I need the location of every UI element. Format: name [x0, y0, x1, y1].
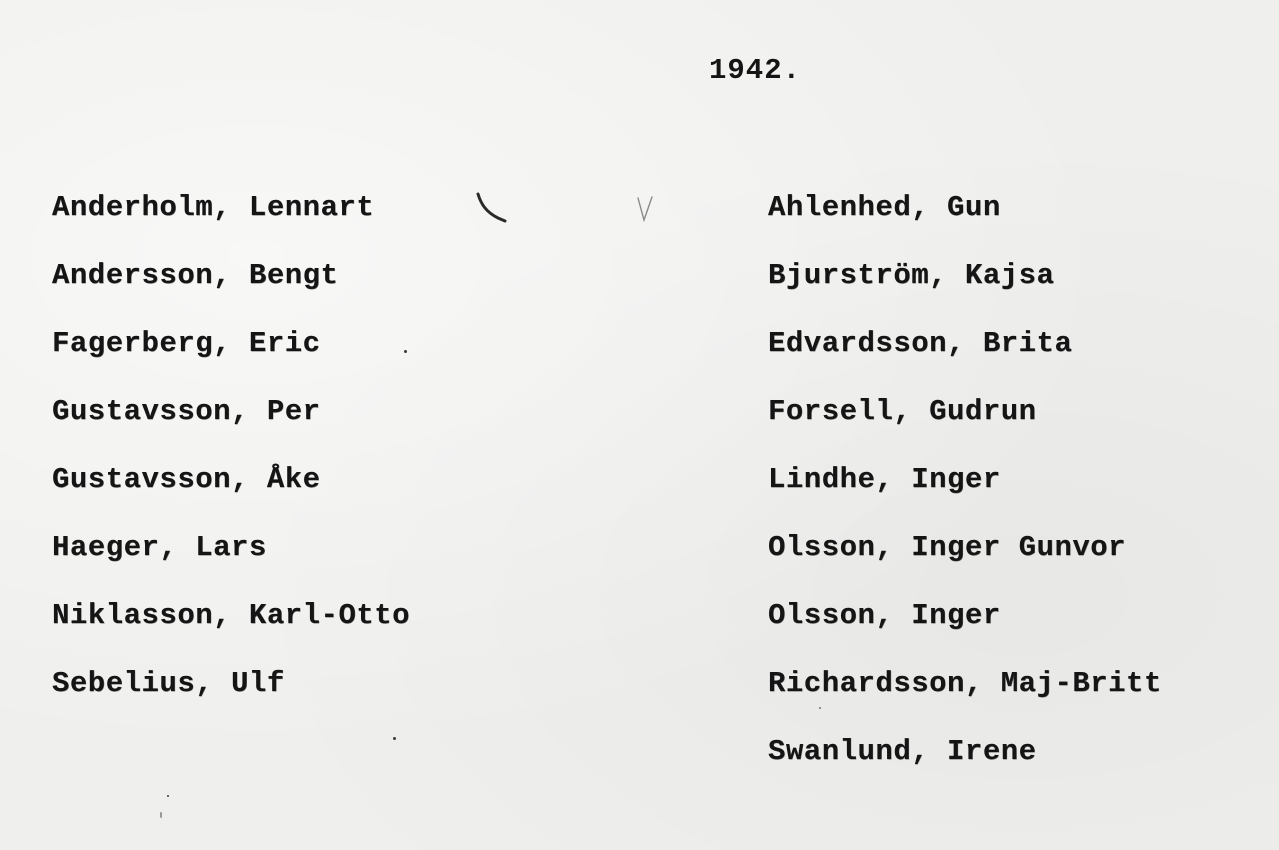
list-item: Olsson, Inger	[768, 599, 1001, 632]
paper-speck	[167, 795, 169, 797]
right-name-list	[768, 188, 1162, 800]
list-item: Anderholm, Lennart	[52, 191, 375, 224]
list-item: Bjurström, Kajsa	[768, 259, 1055, 292]
list-item: Andersson, Bengt	[52, 259, 339, 292]
list-item: Fagerberg, Eric	[52, 327, 321, 360]
list-item: Sebelius, Ulf	[52, 667, 285, 700]
paper-speck	[393, 737, 396, 740]
paper-speck	[819, 707, 821, 709]
pen-stroke-mark	[472, 190, 512, 230]
list-item: Haeger, Lars	[52, 531, 267, 564]
list-item: Richardsson, Maj-Britt	[768, 667, 1162, 700]
check-mark	[634, 194, 658, 226]
list-item: Gustavsson, Per	[52, 395, 321, 428]
list-item: Swanlund, Irene	[768, 735, 1037, 768]
list-item: Lindhe, Inger	[768, 463, 1001, 496]
list-item: Gustavsson, Åke	[52, 463, 321, 496]
list-item: Olsson, Inger Gunvor	[768, 531, 1127, 564]
paper-speck	[404, 350, 407, 353]
list-item: Ahlenhed, Gun	[768, 191, 1001, 224]
left-name-list	[52, 188, 410, 732]
page-year: 1942.	[709, 54, 802, 87]
list-item: Forsell, Gudrun	[768, 395, 1037, 428]
paper-speck	[160, 812, 162, 818]
list-item: Niklasson, Karl-Otto	[52, 599, 411, 632]
list-item: Edvardsson, Brita	[768, 327, 1073, 360]
